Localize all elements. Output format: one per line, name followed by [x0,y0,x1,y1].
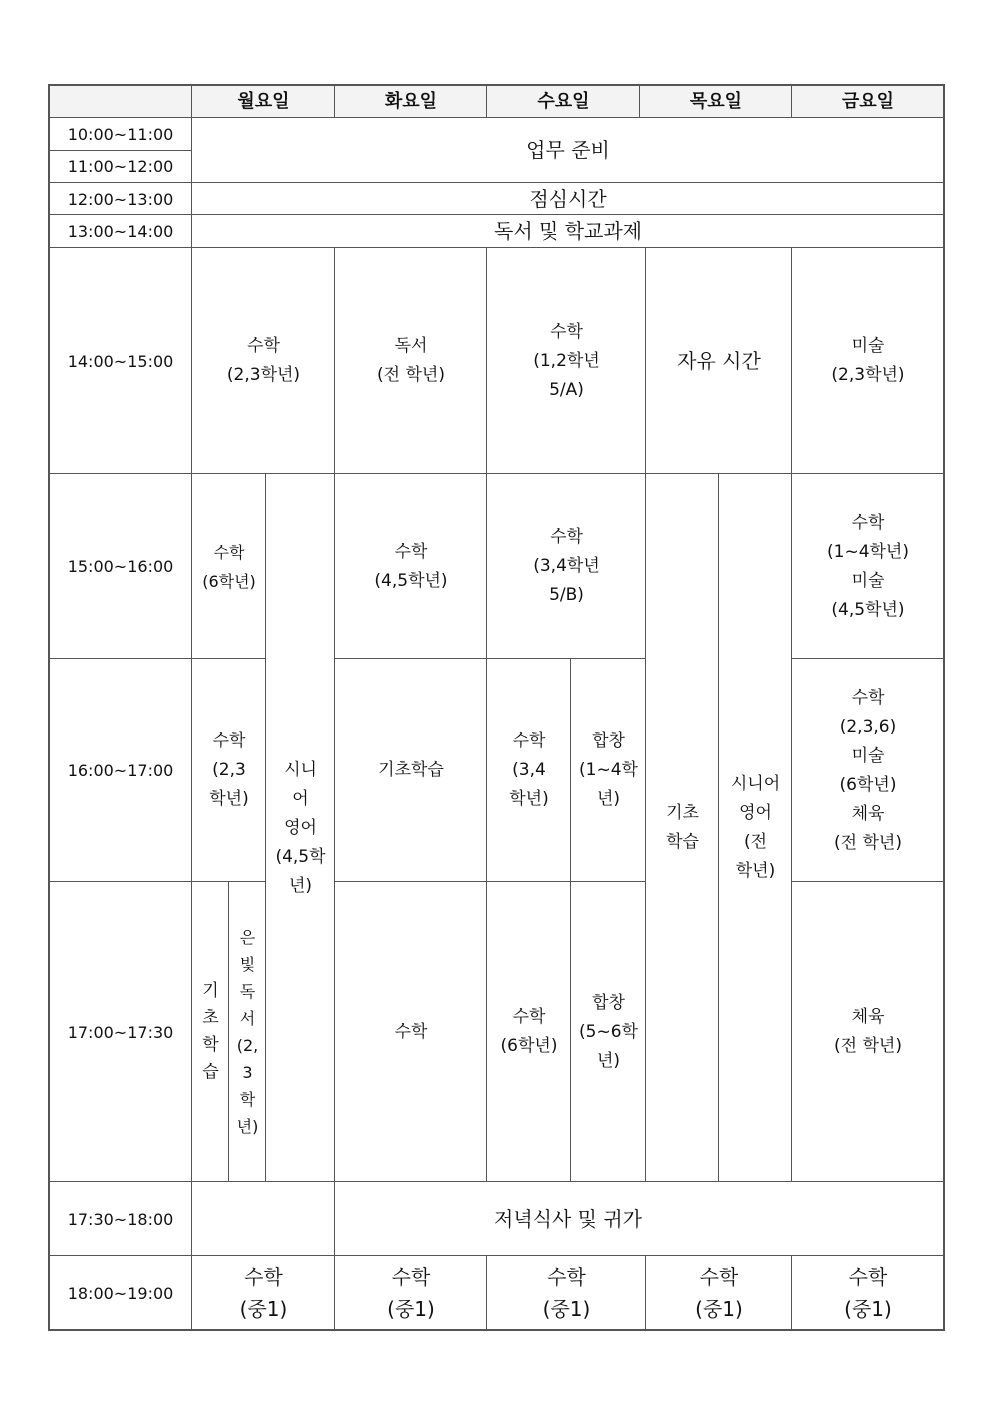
class-cell-tue-17: 수학 [394,1021,428,1042]
class-cell-mon-15: 수학 (6학년) [202,542,256,591]
class-cell-mon-17b: 은 빛 독 서 (2, 3 학 년) [236,928,259,1136]
time-label: 12:00~13:00 [67,189,174,209]
all-day-reading: 독서 및 학교과제 [494,219,642,243]
table-border [48,84,945,1331]
class-cell-mon-17a: 기 초 학 습 [202,981,219,1082]
all-day-prep: 업무 준비 [526,138,610,162]
class-cell-wed-18: 수학 (중1) [542,1265,591,1321]
class-cell-wed-17b: 합창 (5~6학 년) [579,992,638,1071]
class-cell-tue-14: 독서 (전 학년) [377,336,445,385]
class-cell-fri-16: 수학 (2,3,6) 미술 (6학년) 체육 (전 학년) [834,687,902,853]
class-cell-thu-basic-study: 기초 학습 [666,803,699,852]
class-cell-thu-14: 자유 시간 [677,348,761,373]
time-label: 17:30~18:00 [67,1209,174,1229]
class-cell-thu-18: 수학 (중1) [695,1265,743,1321]
class-cell-wed-16a: 수학 (3,4 학년) [509,731,549,809]
class-cell-wed-15: 수학 (3,4학년 5/B) [533,527,600,605]
time-label: 13:00~14:00 [67,222,174,241]
time-label: 14:00~15:00 [67,351,174,371]
class-cell-fri-18: 수학 (중1) [844,1265,892,1321]
class-cell-fri-14: 미술 (2,3학년) [831,336,905,385]
class-cell-fri-15: 수학 (1~4학년) 미술 (4,5학년) [827,512,909,620]
class-cell-mon-senior-english: 시니 어 영어 (4,5학 년) [275,759,326,896]
class-cell-mon-14: 수학 (2,3학년) [226,336,301,385]
time-label: 10:00~11:00 [67,124,174,144]
header-mon: 월요일 [192,85,335,118]
class-cell-tue-15: 수학 (4,5학년) [374,541,448,591]
header-tue: 화요일 [335,85,487,118]
class-cell-fri-17: 체육 (전 학년) [834,1007,902,1056]
class-cell-tue-18: 수학 (중1) [387,1265,435,1321]
class-cell-thu-senior-english: 시니어 영어 (전 학년) [730,774,781,881]
header-thu: 목요일 [640,85,792,118]
class-cell-mon-18: 수학 (중1) [239,1265,288,1321]
class-cell-wed-17a: 수학 (6학년) [500,1007,558,1056]
class-cell-mon-16: 수학 (2,3 학년) [209,731,249,809]
time-label: 16:00~17:00 [67,761,174,780]
time-label: 18:00~19:00 [67,1283,174,1303]
header-wed: 수요일 [487,85,640,118]
class-cell-tue-16: 기초학습 [378,760,444,780]
all-day-lunch: 점심시간 [529,186,607,211]
header-fri: 금요일 [792,85,944,118]
class-cell-wed-16b: 합창 (1~4학 년) [579,731,638,809]
time-label: 11:00~12:00 [67,157,174,176]
time-label: 15:00~16:00 [67,557,174,576]
all-day-dinner: 저녁식사 및 귀가 [494,1206,642,1231]
class-cell-wed-14: 수학 (1,2학년 5/A) [533,321,600,400]
time-label: 17:00~17:30 [67,1022,174,1042]
